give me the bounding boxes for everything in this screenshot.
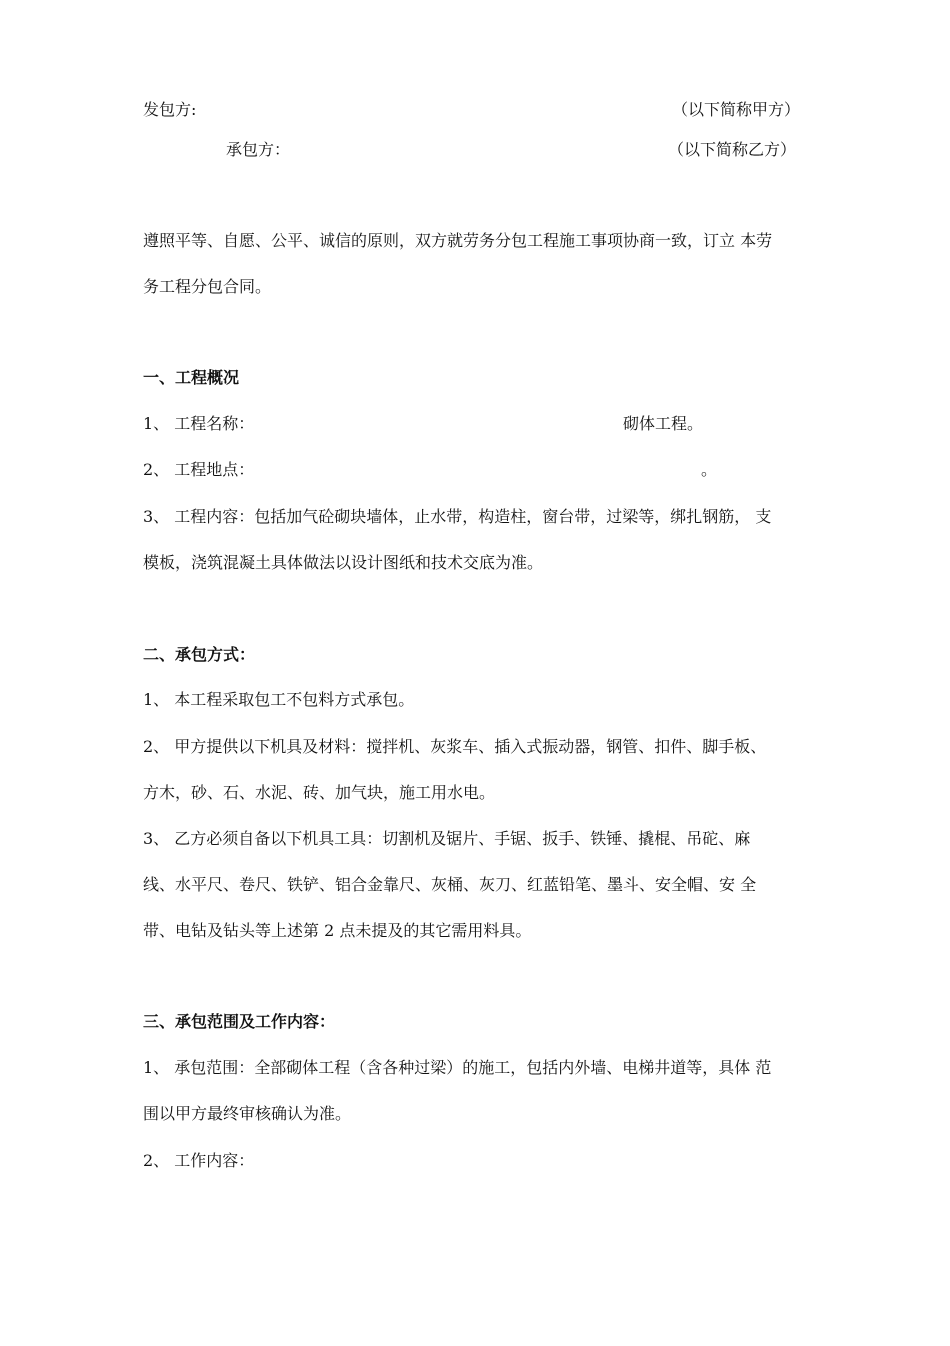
section-3-item-1-line-2: 围以甲方最终审核确认为准。 [143, 1104, 352, 1123]
section-2-heading: 二、承包方式： [143, 645, 256, 664]
section-2-item-1: 1、 本工程采取包工不包料方式承包。 [143, 690, 415, 709]
section-1-item-2-value: 。 [701, 460, 718, 479]
section-1-item-2-label: 2、 工程地点： [143, 460, 255, 479]
section-2-item-2-line-2: 方木，砂、石、水泥、砖、加气块，施工用水电。 [143, 783, 496, 802]
section-2-item-3-line-3: 带、电钻及钻头等上述第 2 点未提及的其它需用料具。 [143, 921, 532, 940]
section-2-item-3-line-2: 线、水平尺、卷尺、铁铲、铝合金靠尺、灰桶、灰刀、红蓝铅笔、墨斗、安全帽、安 全 [143, 875, 757, 894]
section-3-item-1-line-1: 1、 承包范围：全部砌体工程（含各种过梁）的施工，包括内外墙、电梯井道等，具体 范 [143, 1058, 772, 1077]
section-2-item-3-line-1: 3、 乙方必须自备以下机具工具：切割机及锯片、手锯、扳手、铁锤、撬棍、吊砣、麻 [143, 829, 751, 848]
subcontractor-label: 承包方： [226, 140, 291, 159]
preamble-line-2: 务工程分包合同。 [143, 277, 272, 296]
contractor-label: 发包方: [143, 100, 197, 119]
section-1-heading: 一、工程概况 [143, 368, 240, 387]
section-1-item-3-line-1: 3、 工程内容：包括加气砼砌块墙体，止水带，构造柱，窗台带，过梁等，绑扎钢筋， 支 [143, 507, 772, 526]
section-3-heading: 三、承包范围及工作内容： [143, 1012, 336, 1031]
section-1-item-3-line-2: 模板，浇筑混凝土具体做法以设计图纸和技术交底为准。 [143, 553, 544, 572]
preamble-line-1: 遵照平等、自愿、公平、诚信的原则，双方就劳务分包工程施工事项协商一致，订立 本劳 [143, 231, 773, 250]
section-1-item-1-label: 1、 工程名称： [143, 414, 255, 433]
section-3-item-2: 2、 工作内容： [143, 1151, 255, 1170]
subcontractor-note: （以下简称乙方） [668, 140, 797, 159]
section-2-item-2-line-1: 2、 甲方提供以下机具及材料：搅拌机、灰浆车、插入式振动器，钢管、扣件、脚手板、 [143, 737, 767, 756]
contractor-note: （以下简称甲方） [672, 100, 801, 119]
section-1-item-1-value: 砌体工程。 [623, 414, 704, 433]
